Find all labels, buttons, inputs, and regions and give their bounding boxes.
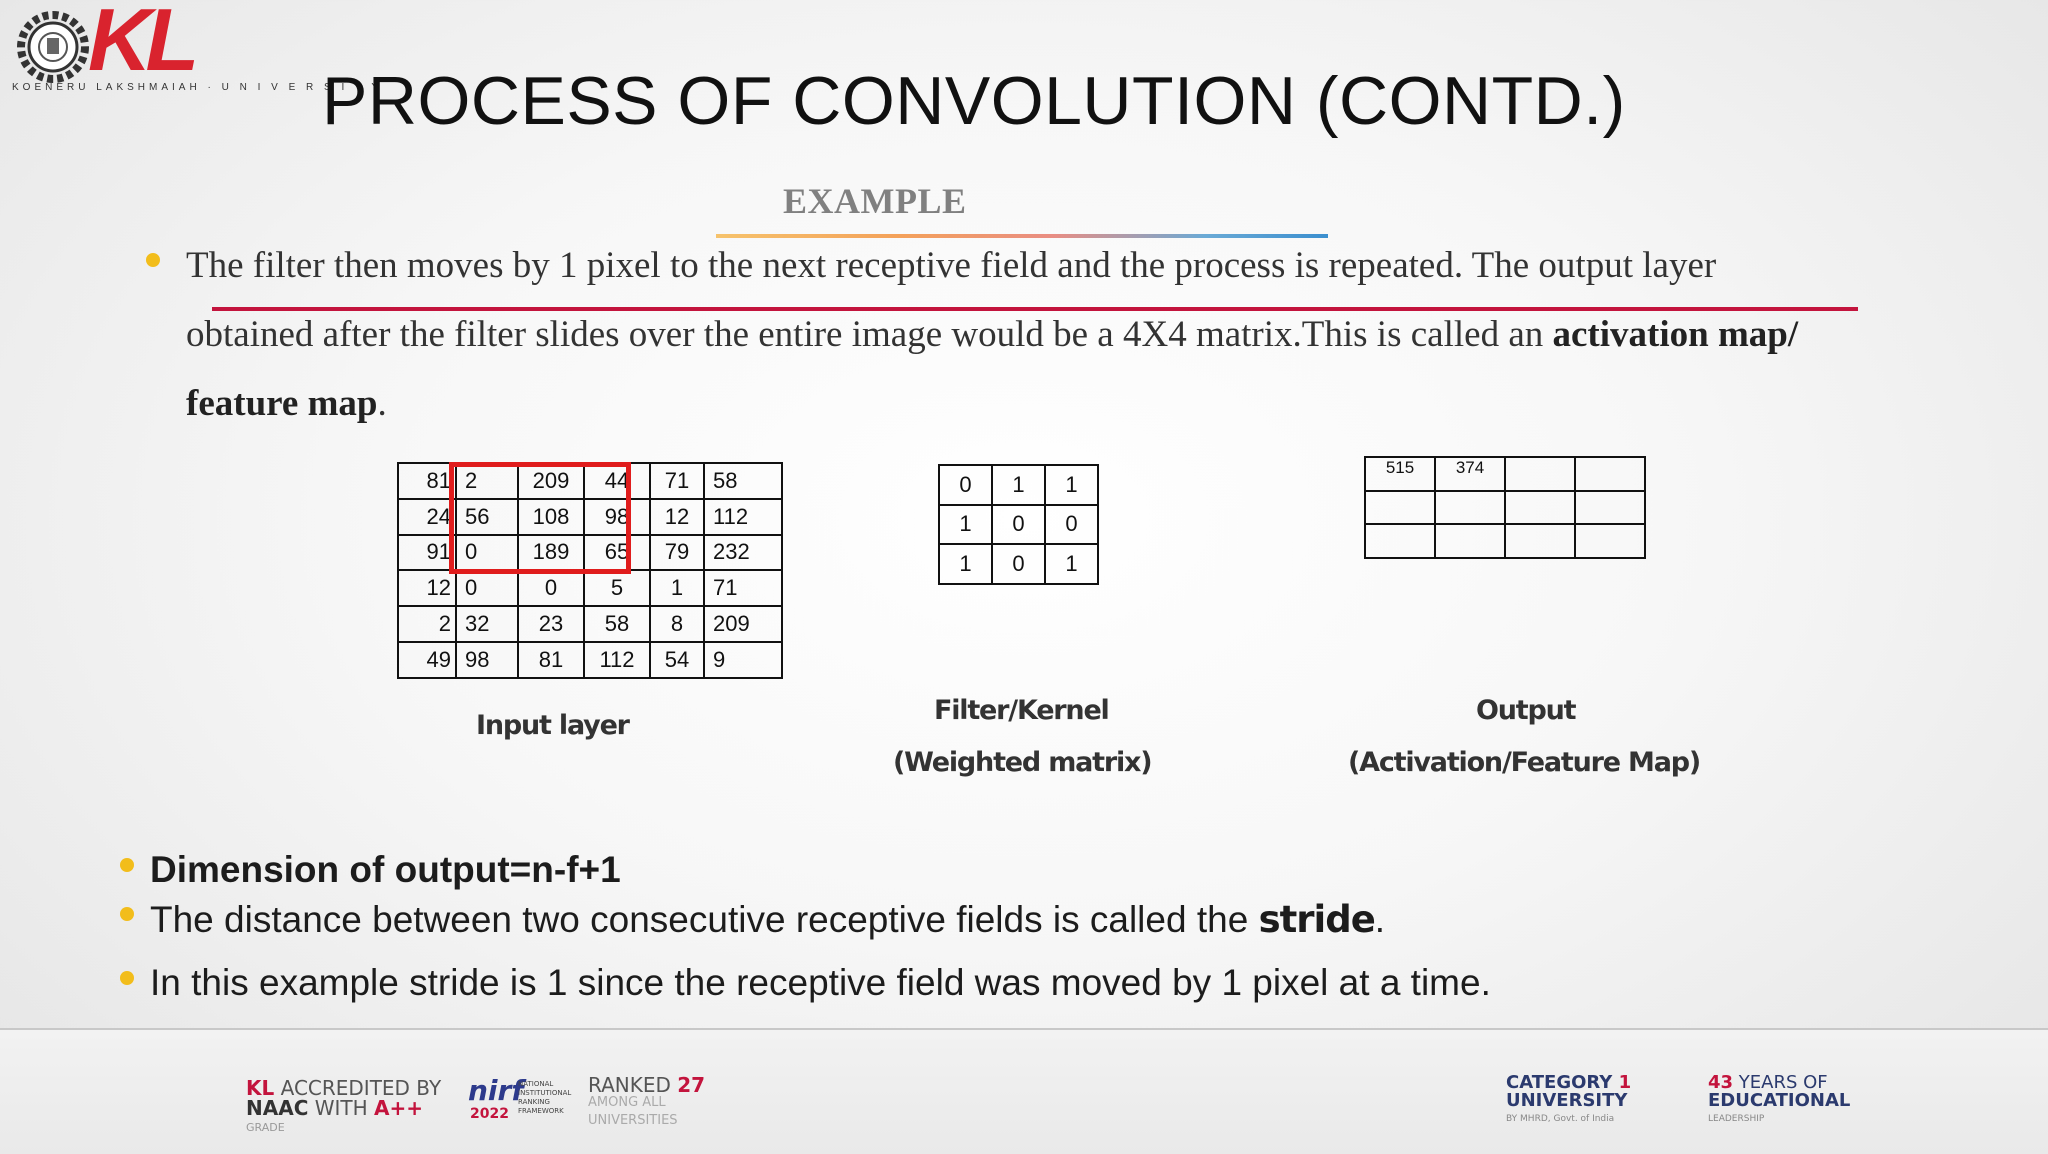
naac-with-text: WITH xyxy=(308,1096,375,1120)
naac-label: NAAC xyxy=(246,1096,309,1120)
output-cell xyxy=(1575,491,1645,525)
section-subtitle: EXAMPLE xyxy=(783,181,967,221)
stride-term: stride xyxy=(1258,898,1375,941)
naac-kl: KL xyxy=(246,1076,275,1100)
input-layer-cell: 81 xyxy=(518,642,584,678)
input-layer-cell: 58 xyxy=(584,606,650,642)
input-layer-cell: 209 xyxy=(704,606,782,642)
bullet-dot xyxy=(120,971,134,985)
subtitle-gradient-rule xyxy=(716,234,1328,238)
output-caption-line-1: Output xyxy=(1476,695,1576,726)
input-layer-cell: 0 xyxy=(518,570,584,606)
filter-kernel-matrix xyxy=(938,464,1099,585)
dimension-formula-bullet: Dimension of output=n-f+1 xyxy=(150,849,621,890)
naac-grade-label: GRADE xyxy=(246,1121,285,1134)
input-layer-cell: 2 xyxy=(398,606,456,642)
kernel-row xyxy=(939,505,1098,545)
output-cell xyxy=(1365,524,1435,558)
kernel-cell: 1 xyxy=(939,544,992,584)
kernel-row xyxy=(939,465,1098,505)
input-layer-cell: 54 xyxy=(650,642,704,678)
output-cell xyxy=(1435,491,1505,525)
nirf-small-text: NATIONAL INSTITUTIONAL RANKING FRAMEWORK xyxy=(518,1080,572,1115)
output-cell xyxy=(1505,491,1575,525)
paragraph-line-2 xyxy=(186,313,1798,356)
nirf-logo: nirf xyxy=(468,1074,524,1107)
input-layer-cell: 8 xyxy=(650,606,704,642)
input-layer-cell: 2 xyxy=(456,463,518,499)
logo-kl-text: KL xyxy=(88,0,194,89)
input-layer-cell: 98 xyxy=(456,642,518,678)
stride-definition-bullet xyxy=(150,898,1385,941)
output-cell xyxy=(1575,457,1645,491)
input-layer-cell: 98 xyxy=(584,499,650,535)
feature-map-term: feature map xyxy=(186,383,378,424)
category-university-badge xyxy=(1506,1074,1631,1128)
input-layer-cell: 1 xyxy=(650,570,704,606)
years-of-text: YEARS OF xyxy=(1733,1072,1828,1093)
naac-grade-value: A++ xyxy=(374,1096,424,1120)
years-educational-text: EDUCATIONAL xyxy=(1708,1090,1851,1111)
output-row xyxy=(1365,491,1645,525)
output-cell xyxy=(1505,457,1575,491)
kernel-cell: 1 xyxy=(939,505,992,545)
output-cell: 515 xyxy=(1365,457,1435,491)
output-row xyxy=(1365,457,1645,491)
input-layer-cell: 112 xyxy=(584,642,650,678)
input-layer-cell: 232 xyxy=(704,535,782,571)
input-layer-cell: 58 xyxy=(704,463,782,499)
input-layer-caption: Input layer xyxy=(476,710,629,741)
logo-university-text: KOENERU LAKSHMAIAH · U N I V E R S I T Y xyxy=(12,82,383,93)
input-layer-row xyxy=(398,570,782,606)
output-cell xyxy=(1505,524,1575,558)
output-cell xyxy=(1435,524,1505,558)
paragraph-line-3-period: . xyxy=(377,383,387,424)
input-layer-cell: 44 xyxy=(584,463,650,499)
years-value: 43 xyxy=(1708,1072,1734,1093)
input-layer-row xyxy=(398,642,782,678)
output-caption-line-2: (Activation/Feature Map) xyxy=(1348,747,1701,778)
receptive-field-highlight xyxy=(449,462,631,574)
years-leadership-text: LEADERSHIP xyxy=(1708,1114,1765,1124)
input-layer-cell: 0 xyxy=(456,535,518,571)
output-cell: 374 xyxy=(1435,457,1505,491)
input-layer-cell: 23 xyxy=(518,606,584,642)
kernel-cell: 1 xyxy=(1045,465,1098,505)
bullet-dot xyxy=(120,907,134,921)
paragraph-line-3 xyxy=(186,382,387,425)
input-layer-cell: 108 xyxy=(518,499,584,535)
red-divider-rule xyxy=(212,307,1858,311)
kernel-cell: 1 xyxy=(1045,544,1098,584)
nirf-year: 2022 xyxy=(470,1106,509,1122)
activation-map-term: activation map/ xyxy=(1552,314,1799,355)
naac-accredited-text: ACCREDITED BY xyxy=(274,1076,442,1100)
bullet-dot xyxy=(146,253,160,267)
ranked-value: 27 xyxy=(677,1073,706,1097)
years-leadership-badge xyxy=(1708,1074,1850,1128)
input-layer-cell: 209 xyxy=(518,463,584,499)
ranked-universities-text: UNIVERSITIES xyxy=(588,1113,678,1128)
kernel-cell: 1 xyxy=(992,465,1045,505)
kernel-cell: 0 xyxy=(939,465,992,505)
input-layer-cell: 71 xyxy=(650,463,704,499)
input-layer-cell: 32 xyxy=(456,606,518,642)
bullet-dot xyxy=(120,858,134,872)
category-university-text: UNIVERSITY xyxy=(1506,1090,1628,1111)
stride-definition-text: The distance between two consecutive receptive fields is called the xyxy=(150,899,1259,940)
category-label: CATEGORY xyxy=(1506,1072,1619,1093)
page-title: PROCESS OF CONVOLUTION (CONTD.) xyxy=(322,63,1626,139)
input-layer-cell: 9 xyxy=(704,642,782,678)
kl-university-logo xyxy=(12,0,383,94)
input-layer-cell: 189 xyxy=(518,535,584,571)
stride-period: . xyxy=(1374,899,1386,940)
input-layer-cell: 91 xyxy=(398,535,456,571)
gear-emblem-icon xyxy=(16,10,90,84)
category-mhrd-text: BY MHRD, Govt. of India xyxy=(1506,1114,1615,1124)
input-layer-cell: 5 xyxy=(584,570,650,606)
output-feature-map-matrix xyxy=(1364,456,1646,559)
nirf-ranking-badge xyxy=(588,1073,706,1130)
footer-bar xyxy=(0,1028,2048,1154)
kernel-cell: 0 xyxy=(1045,505,1098,545)
paragraph-line-2-text: obtained after the filter slides over the entire image would be a 4X4 matrix.This is called an xyxy=(186,314,1553,355)
ranked-among-text: AMONG ALL xyxy=(588,1095,666,1110)
kernel-cell: 0 xyxy=(992,505,1045,545)
input-layer-row xyxy=(398,606,782,642)
input-layer-cell: 12 xyxy=(650,499,704,535)
paragraph-line-1: The filter then moves by 1 pixel to the next receptive field and the process is repeated. The output layer xyxy=(186,245,1717,286)
ranked-label: RANKED xyxy=(588,1073,678,1097)
input-layer-cell: 24 xyxy=(398,499,456,535)
input-layer-cell: 0 xyxy=(456,570,518,606)
output-cell xyxy=(1575,524,1645,558)
input-layer-cell: 112 xyxy=(704,499,782,535)
input-layer-cell: 49 xyxy=(398,642,456,678)
input-layer-cell: 81 xyxy=(398,463,456,499)
kernel-cell: 0 xyxy=(992,544,1045,584)
input-layer-cell: 56 xyxy=(456,499,518,535)
output-row xyxy=(1365,524,1645,558)
input-layer-cell: 65 xyxy=(584,535,650,571)
input-layer-cell: 71 xyxy=(704,570,782,606)
kernel-caption-line-1: Filter/Kernel xyxy=(934,695,1109,726)
naac-accreditation-badge xyxy=(246,1078,441,1138)
kernel-row xyxy=(939,544,1098,584)
stride-example-bullet: In this example stride is 1 since the receptive field was moved by 1 pixel at a time. xyxy=(150,962,1491,1003)
output-cell xyxy=(1365,491,1435,525)
kernel-caption-line-2: (Weighted matrix) xyxy=(893,747,1152,778)
category-value: 1 xyxy=(1618,1072,1632,1093)
input-layer-cell: 12 xyxy=(398,570,456,606)
input-layer-cell: 79 xyxy=(650,535,704,571)
